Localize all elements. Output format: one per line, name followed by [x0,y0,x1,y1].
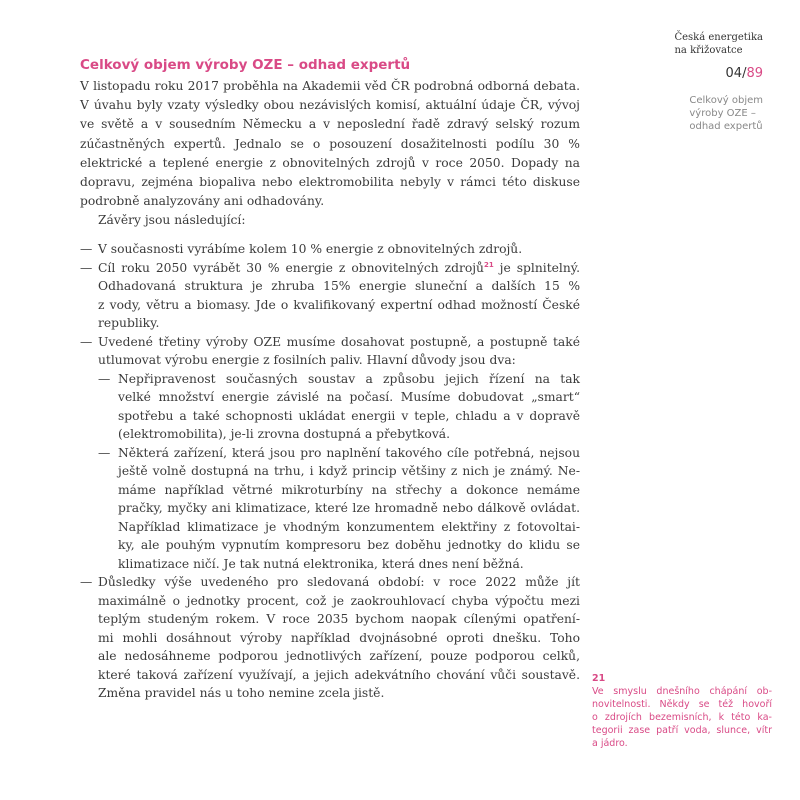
text-line: maximálně o jednotky procent, což je zaokrouhlovací chyba výpočtu mezi [98,593,580,608]
footnote-number: 21 [592,673,606,684]
intro-paragraph [80,77,580,231]
text-line: dopravu, zejména biopaliva nebo elektromobilita nebyly v rámci této diskuse [80,175,580,190]
dash-bullet: — [98,371,111,386]
dash-bullet: — [98,445,111,460]
page-total: 89 [746,66,763,81]
sub-list-item [80,370,580,444]
page-current: 04/ [725,66,747,81]
text-line: Uvedené třetiny výroby OZE musíme dosahovat postupně, a postupně také [98,334,580,349]
text-line: Například klimatizace je vhodným konzumentem elektřiny z fotovoltai- [118,519,580,534]
text-line: ale nedosáhneme podporou jednotlivých zařízení, pouze podporou celků, [98,649,580,663]
text-line: Česká energetika [674,32,763,43]
text-line: ky, ale pouhým vypnutím kompresoru bez doběhu jednotky do klidu se [118,538,580,552]
text-line: Ve smyslu dnešního chápání ob- [592,686,772,697]
dash-bullet: — [80,575,93,589]
text-line: Důsledky výše uvedeného pro sledovaná období: v roce 2022 může jít [98,575,580,589]
text-line: Celkový objem [689,95,763,106]
text-line: velké množství energie závislé na počasí. Musíme dobudovat „smart“ [118,390,580,404]
text-line: Odhadovaná struktura je zhruba 15% energie sluneční a dalších 15 % [98,279,580,293]
text-line: odhad expertů [689,121,763,132]
text-line [98,259,580,278]
list-item [80,259,580,333]
text-line: mi mohli dosáhnout výroby například dvojnásobné oproti dnešku. Toho [98,630,580,645]
text-line: republiky. [98,316,160,330]
list-item [80,240,580,259]
footnote-ref[interactable]: 21 [483,260,494,269]
text-line: teplým studeným rokem. V roce 2035 bychom naopak cílenými opatření- [98,612,580,626]
footnote [592,672,772,750]
text-line: pračky, myčky ani klimatizace, které lze hromadně nebo dálkově ovládat. [118,501,580,515]
text-line: (elektromobilita), je-li zrovna dostupná a přebytková. [118,427,451,441]
text-line: utlumovat výrobu energie z fosilních paliv. Hlavní důvody jsou dva: [98,353,516,367]
dash-bullet: — [80,260,93,275]
text-line: klimatizace ničí. Je tak nutná elektronika, která dnes není běžná. [118,556,524,571]
text-line: a jádro. [592,738,628,749]
text-line: Nepřipravenost současných soustav a způsobu jejich řízení na tak [118,371,580,386]
text-line: V úvahu byly vzaty výsledky obou nezávislých komisí, aktuální údaje ČR, vývoj [80,98,580,113]
text-line: spotřebu a také schopnosti ukládat energii v teple, chladu a v dopravě [118,408,580,423]
text-line: které taková zařízení využívají, a jejich adekvátního chování vůči soustavě. [98,667,580,682]
text-span: je splnitelný. [493,260,580,275]
text-span: Cíl roku 2050 vyrábět 30 % energie z obnovitelných zdrojů [98,260,484,275]
page-number [726,66,763,81]
conclusion-intro: Závěry jsou následující: [98,213,246,228]
text-line: o zdrojích bezemisních, k této ka- [592,712,772,723]
text-line: tegorii zase patří voda, slunce, vítr [592,725,772,736]
section-title-sidebar [689,94,763,133]
text-line: zúčastněných expertů. Jednalo se o posouzení dosažitelnosti podílu 30 % [80,136,580,151]
text-line: podrobně analyzovány ani odhadovány. [80,194,325,209]
list-item [80,573,580,703]
text-line: Některá zařízení, která jsou pro naplnění takového cíle potřebná, nejsou [118,445,580,460]
text-line: novitelnosti. Někdy se též hovoří [592,699,772,710]
book-title [674,31,763,57]
dash-bullet: — [80,334,93,349]
text-line: výroby OZE – [689,108,756,119]
text-line: z vody, větru a biomasy. Jde o kvalifikovaný expertní odhad možností České [98,297,580,312]
dash-bullet: — [80,242,93,256]
conclusions-list [80,240,580,703]
text-line: máme například větrné mikroturbíny na střechy a dokonce nemáme [118,482,580,497]
article-title: Celkový objem výroby OZE – odhad expertů [80,57,411,73]
sub-list-item [80,444,580,574]
text-line: V současnosti vyrábíme kolem 10 % energie z obnovitelných zdrojů. [98,242,523,256]
text-line: ve světě a v sousedním Německu a v neposlední řadě zdravý selský rozum [80,117,580,132]
text-line: na křižovatce [674,45,743,56]
text-line: elektrické a teplené energie z obnovitelných zdrojů v roce 2050. Dopady na [80,155,580,170]
text-line: ještě volně dostupná na trhu, i když princip většiny z nich je známý. Ne- [118,464,580,478]
list-item [80,333,580,370]
text-line: V listopadu roku 2017 proběhla na Akademii věd ČR podrobná odborná debata. [80,79,580,93]
text-line: Změna pravidel nás u toho nemine zcela jistě. [98,686,385,700]
